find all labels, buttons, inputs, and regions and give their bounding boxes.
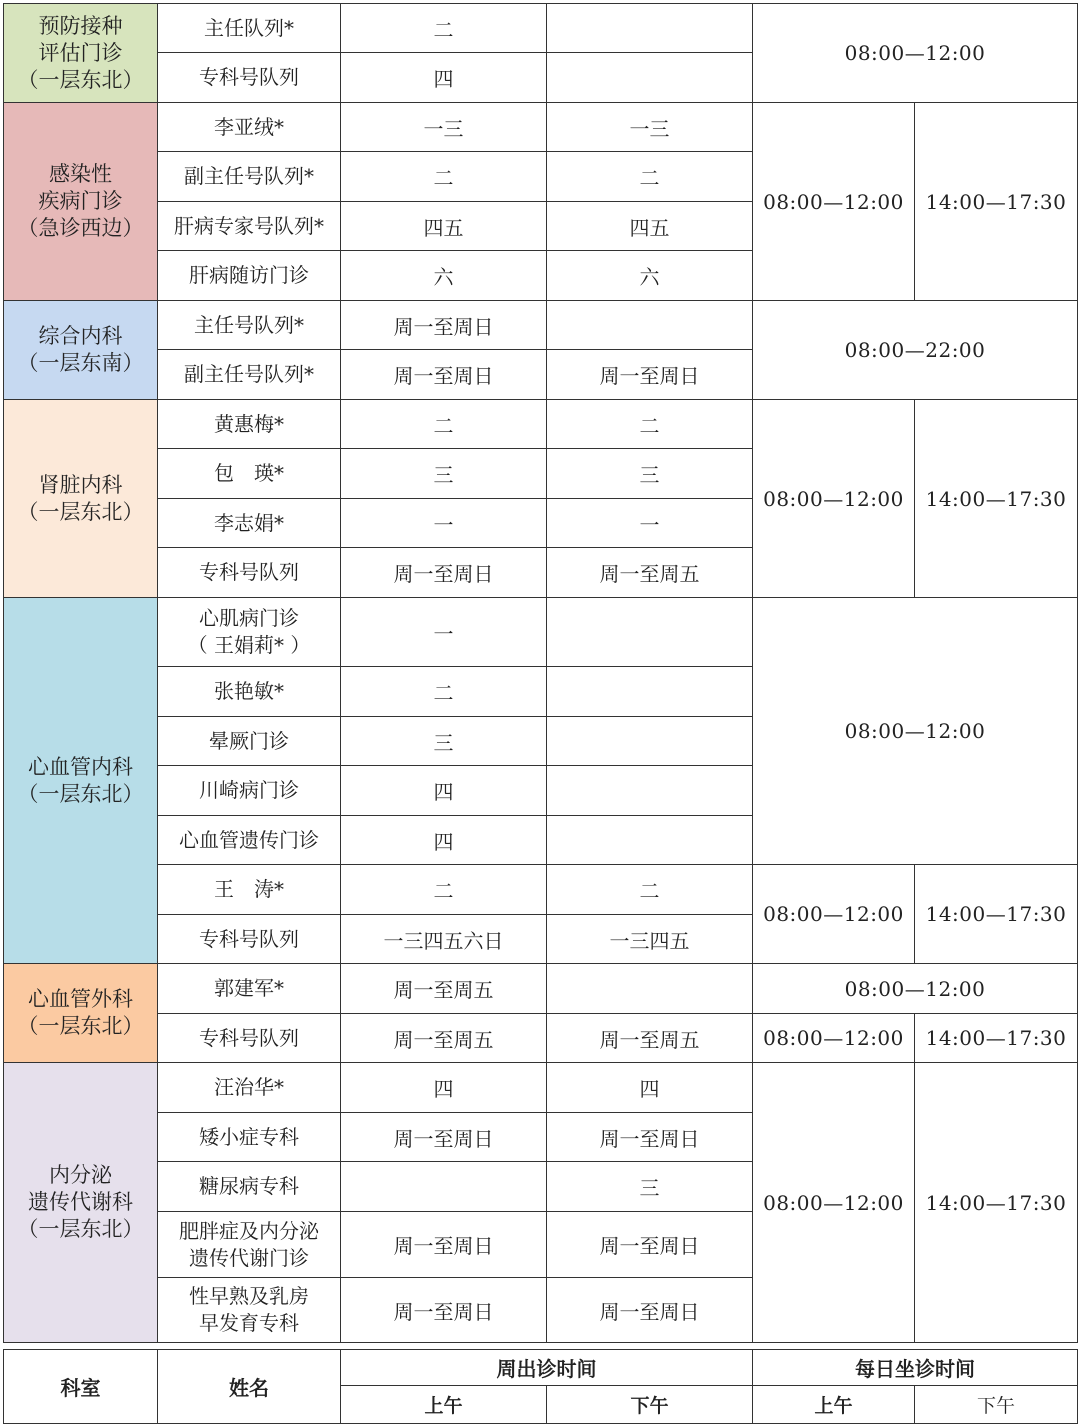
dept-cell: 感染性 疾病门诊 （急诊西边）: [4, 103, 158, 301]
doctor-name: 晕厥门诊: [158, 717, 341, 766]
am-days: 四五: [341, 202, 547, 251]
pm-days: 周一至周五: [547, 1014, 753, 1063]
doctor-name: 黄惠梅*: [158, 400, 341, 449]
doctor-name: 专科号队列: [158, 915, 341, 964]
am-days: 二: [341, 667, 547, 717]
dept-cell: 肾脏内科 （一层东北）: [4, 400, 158, 598]
doctor-name: 李志娟*: [158, 499, 341, 548]
pm-days: [547, 816, 753, 865]
doctor-name: 肝病随访门诊: [158, 251, 341, 301]
daily-time-pm: 14:00—17:30: [915, 1014, 1078, 1063]
am-days: 三: [341, 717, 547, 766]
pm-days: 二: [547, 865, 753, 915]
header-name: 姓名: [158, 1350, 341, 1424]
pm-days: [547, 717, 753, 766]
header-daily: 每日坐诊时间: [753, 1350, 1078, 1386]
pm-days: 一: [547, 499, 753, 548]
schedule-header-table: [3, 1349, 1078, 1424]
pm-days: 三: [547, 449, 753, 499]
am-days: 六: [341, 251, 547, 301]
am-days: 周一至周日: [341, 1113, 547, 1162]
doctor-name: 专科号队列: [158, 53, 341, 103]
pm-days: 周一至周五: [547, 548, 753, 598]
doctor-name: 川崎病门诊: [158, 766, 341, 816]
daily-time-pm: 14:00—17:30: [915, 103, 1078, 301]
am-days: 周一至周日: [341, 1212, 547, 1278]
am-days: 周一至周日: [341, 350, 547, 400]
pm-days: 一三: [547, 103, 753, 152]
am-days: 四: [341, 53, 547, 103]
doctor-name: 肝病专家号队列*: [158, 202, 341, 251]
am-days: 二: [341, 865, 547, 915]
daily-time-am: 08:00—12:00: [753, 1063, 915, 1343]
doctor-name: 汪治华*: [158, 1063, 341, 1113]
clinic-schedule-table: [3, 3, 1078, 1343]
am-days: 一: [341, 598, 547, 667]
doctor-name: 副主任号队列*: [158, 350, 341, 400]
pm-days: [547, 301, 753, 350]
pm-days: 周一至周日: [547, 1113, 753, 1162]
pm-days: 一三四五: [547, 915, 753, 964]
daily-time-pm: 14:00—17:30: [915, 1063, 1078, 1343]
dept-cell: 预防接种 评估门诊 （一层东北）: [4, 4, 158, 103]
pm-days: 周一至周日: [547, 1212, 753, 1278]
daily-time: 08:00—12:00: [753, 4, 1078, 103]
doctor-name: 主任号队列*: [158, 301, 341, 350]
am-days: [341, 1162, 547, 1212]
pm-days: [547, 598, 753, 667]
doctor-name: 专科号队列: [158, 1014, 341, 1063]
doctor-name: 专科号队列: [158, 548, 341, 598]
am-days: 周一至周日: [341, 1278, 547, 1343]
am-days: 三: [341, 449, 547, 499]
header-daily-am: 上午: [753, 1386, 915, 1424]
am-days: 二: [341, 400, 547, 449]
doctor-name: 心血管遗传门诊: [158, 816, 341, 865]
dept-cell: 心血管内科 （一层东北）: [4, 598, 158, 964]
daily-time-am: 08:00—12:00: [753, 400, 915, 598]
am-days: 二: [341, 152, 547, 202]
dept-cell: 心血管外科 （一层东北）: [4, 964, 158, 1063]
am-days: 周一至周五: [341, 1014, 547, 1063]
doctor-name: 主任队列*: [158, 4, 341, 53]
daily-time: 08:00—12:00: [753, 964, 1078, 1014]
pm-days: 周一至周日: [547, 1278, 753, 1343]
dept-cell: 内分泌 遗传代谢科 （一层东北）: [4, 1063, 158, 1343]
pm-days: [547, 667, 753, 717]
daily-time-pm: 14:00—17:30: [915, 865, 1078, 964]
doctor-name: 矮小症专科: [158, 1113, 341, 1162]
doctor-name: 李亚绒*: [158, 103, 341, 152]
pm-days: 四: [547, 1063, 753, 1113]
pm-days: 周一至周日: [547, 350, 753, 400]
daily-time-pm: 14:00—17:30: [915, 400, 1078, 598]
daily-time-am: 08:00—12:00: [753, 1014, 915, 1063]
am-days: 周一至周五: [341, 964, 547, 1014]
am-days: 一三: [341, 103, 547, 152]
pm-days: [547, 4, 753, 53]
doctor-name: 包 瑛*: [158, 449, 341, 499]
am-days: 周一至周日: [341, 548, 547, 598]
header-weekly: 周出诊时间: [341, 1350, 753, 1386]
daily-time: 08:00—12:00: [753, 598, 1078, 865]
daily-time-am: 08:00—12:00: [753, 103, 915, 301]
pm-days: [547, 766, 753, 816]
doctor-name: 王 涛*: [158, 865, 341, 915]
pm-days: 四五: [547, 202, 753, 251]
am-days: 周一至周日: [341, 301, 547, 350]
pm-days: 二: [547, 152, 753, 202]
am-days: 一: [341, 499, 547, 548]
header-dept: 科室: [4, 1350, 158, 1424]
doctor-name: 心肌病门诊 （ 王娟莉* ）: [158, 598, 341, 667]
am-days: 四: [341, 1063, 547, 1113]
daily-time: 08:00—22:00: [753, 301, 1078, 400]
dept-cell: 综合内科 （一层东南）: [4, 301, 158, 400]
pm-days: [547, 53, 753, 103]
am-days: 四: [341, 816, 547, 865]
am-days: 四: [341, 766, 547, 816]
doctor-name: 郭建军*: [158, 964, 341, 1014]
am-days: 二: [341, 4, 547, 53]
pm-days: 二: [547, 400, 753, 449]
pm-days: 六: [547, 251, 753, 301]
header-daily-pm: 下午: [915, 1386, 1078, 1424]
daily-time-am: 08:00—12:00: [753, 865, 915, 964]
header-weekly-pm: 下午: [547, 1386, 753, 1424]
am-days: 一三四五六日: [341, 915, 547, 964]
doctor-name: 副主任号队列*: [158, 152, 341, 202]
doctor-name: 张艳敏*: [158, 667, 341, 717]
doctor-name: 肥胖症及内分泌 遗传代谢门诊: [158, 1212, 341, 1278]
doctor-name: 糖尿病专科: [158, 1162, 341, 1212]
header-weekly-am: 上午: [341, 1386, 547, 1424]
pm-days: [547, 964, 753, 1014]
doctor-name: 性早熟及乳房 早发育专科: [158, 1278, 341, 1343]
pm-days: 三: [547, 1162, 753, 1212]
